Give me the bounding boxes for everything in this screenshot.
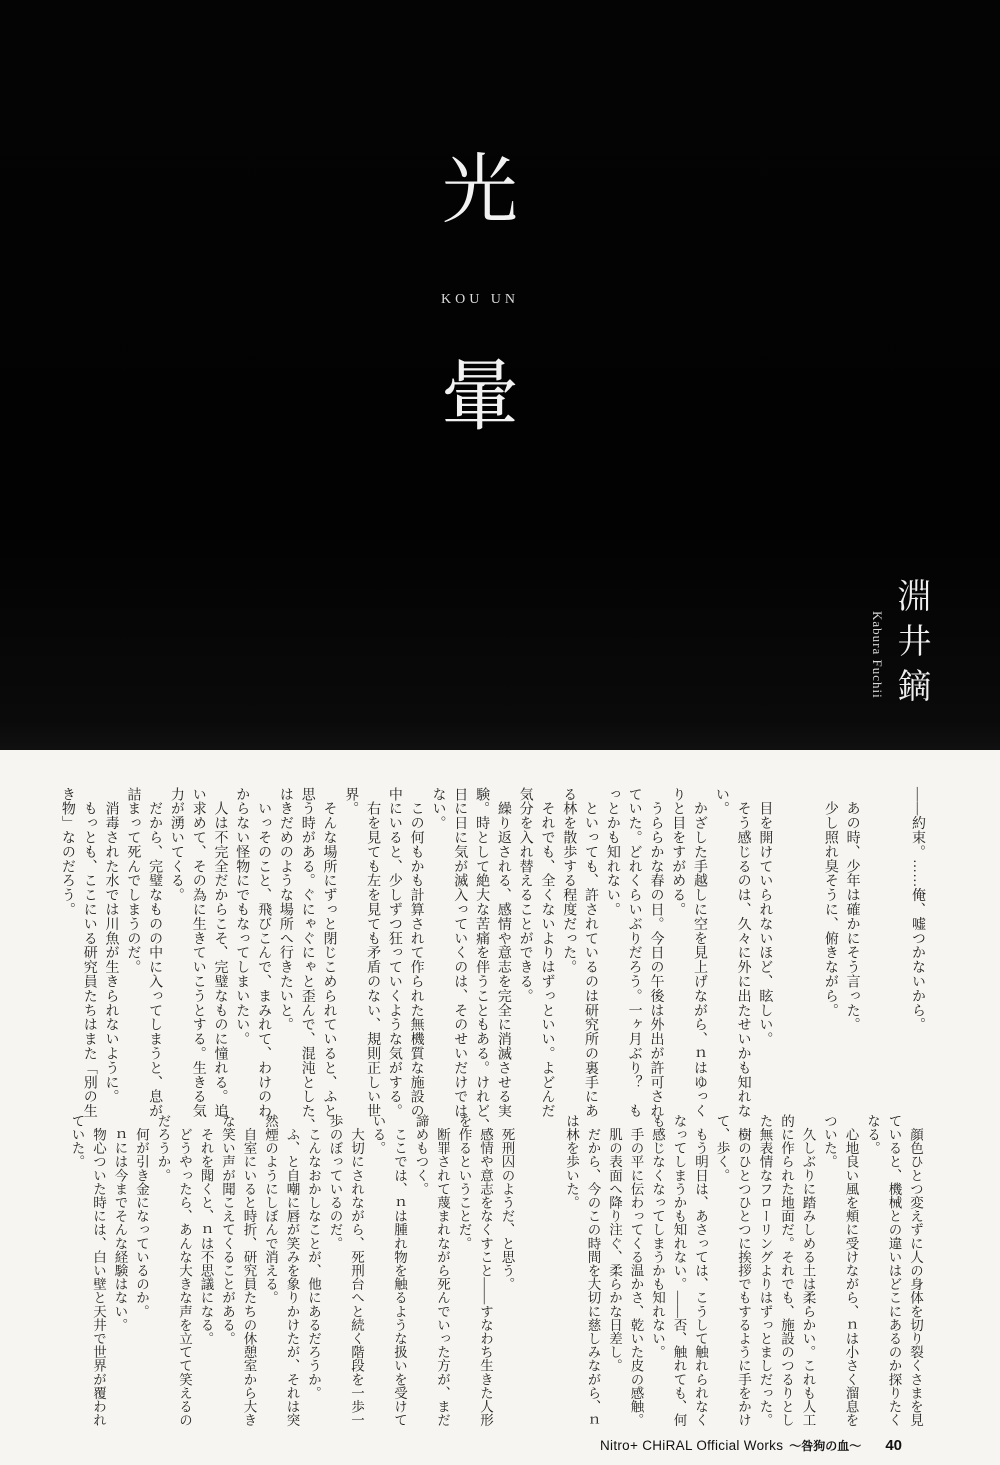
text-line: もう明日は、あさっては、こうして触れられなく: [693, 1114, 708, 1427]
text-line: そう感じるのは、久々に外に出たせいかも知れな: [735, 787, 751, 1119]
text-line: といっても、許されているのは研究所の裏手にあ: [583, 787, 599, 1119]
text-line: 然煙のようにしぼんで消える。: [263, 1114, 278, 1305]
text-line: なる。: [865, 1114, 880, 1155]
story-text-lower: [66, 1114, 926, 1427]
footer-work-title: ～咎狗の血～: [789, 1439, 862, 1453]
text-line: 少し照れ臭そうに、俯きながら。: [822, 787, 838, 1018]
text-line: 力が湧いてくる。: [168, 787, 184, 903]
text-line: 右を見ても左を見ても矛盾のない、規則正しい世: [365, 787, 381, 1119]
text-line: それでも、全くないよりはずっといい。よどんだ: [539, 787, 555, 1119]
text-line: それを聞くと、ｎは不思議になる。: [198, 1114, 214, 1346]
text-line: 気分を入れ替えることができる。: [517, 787, 533, 1003]
story-title-kanji-first: 光: [442, 149, 518, 233]
text-line: ——約束。……俺、嘘つかないから。: [910, 787, 925, 1032]
text-line: 験。時として絶大な苦痛を伴うこともある。けれど、: [474, 787, 490, 1133]
text-line: 的に作られた地面だ。それでも、施設のつるりとし: [779, 1114, 794, 1427]
text-line: 物心ついた時には、白い壁と天井で世界が覆われ: [91, 1114, 106, 1427]
text-line: 歩のぼっているのだ。: [327, 1114, 343, 1250]
text-line: 繰り返される、感情や意志を完全に消滅させる実: [495, 787, 511, 1119]
text-line: 界。: [343, 787, 359, 816]
text-line: 久しぶりに踏みしめる土は柔らかい。これも人工: [800, 1114, 816, 1427]
text-line: いっそのこと、飛びこんで、まみれて、わけのわ: [256, 787, 272, 1119]
text-line: 大切にされながら、死刑台へと続く階段を一歩一: [349, 1114, 364, 1427]
text-line: 肌の表面へ降り注ぐ、柔らかな日差し。: [607, 1114, 622, 1373]
author-name-romaji: Kabura Fuchii: [870, 611, 885, 699]
text-line: 顔色ひとつ変えずに人の身体を切り裂くさまを見: [908, 1114, 923, 1427]
text-line: ていた。: [69, 1114, 85, 1169]
text-line: からない怪物にでもなってしまいたい。: [234, 787, 250, 1047]
text-line: ていると、機械との違いはどこにあるのか探りたく: [886, 1114, 902, 1427]
text-line: も感じなくなってしまうかも知れない。: [650, 1114, 665, 1359]
story-title-romaji: KOU UN: [440, 292, 520, 307]
text-line: 中にいると、少しずつ狂っていくような気がする。: [386, 787, 402, 1119]
text-line: うららかな春の日。今日の午後は外出が許可され: [648, 787, 664, 1119]
text-line: 目を開けていられないほど、眩しい。: [757, 787, 773, 1047]
text-line: は林を歩いた。: [564, 1114, 579, 1210]
text-line: 死刑囚のようだ、と思う。: [499, 1114, 515, 1291]
text-line: [863, 787, 885, 1099]
text-line: 感情や意志をなくすこと——すなわち生きた人形: [478, 1114, 493, 1427]
text-line: る林を散歩する程度だった。: [561, 787, 577, 975]
text-line: て、歩く。: [714, 1114, 730, 1182]
text-line: はきだめのような場所へ行きたいと。: [277, 787, 293, 1032]
text-line: を作るということだ。: [456, 1114, 472, 1250]
text-line: 諦めもつく。: [413, 1114, 429, 1196]
text-line: いる。: [370, 1114, 386, 1155]
text-line: なってしまうかも知れない。——否、触れても、何: [671, 1114, 687, 1427]
text-line: 思う時がある。ぐにゃぐにゃと歪んで、混沌とした、: [299, 787, 315, 1133]
text-line: 何が引き金になっているのか。: [134, 1114, 149, 1318]
text-line: 手の平に伝わってくる温かさ、乾いた皮の感触。: [628, 1114, 644, 1427]
text-line: 断罪されて蔑まれながら死んでいった方が、まだ: [435, 1114, 450, 1427]
text-line: 詰まって死んでしまうのだ。: [125, 787, 141, 975]
text-line: [797, 787, 819, 1099]
text-line: 日に日に気が滅入っていくのは、そのせいだけでは: [452, 787, 468, 1119]
text-line: かざした手越しに空を見上げながら、ｎはゆっく: [692, 787, 708, 1119]
footer-series-title: Nitro+ CHiRAL Official Works: [599, 1438, 784, 1453]
text-line: 樹のひとつひとつに挨拶でもするように手をかけ: [736, 1114, 751, 1427]
text-line: [775, 787, 797, 1099]
text-line: ない。: [430, 787, 446, 831]
text-line: っとかも知れない。: [604, 787, 620, 917]
text-line: [884, 787, 906, 1099]
text-line: ふ、と自嘲に唇が笑みを象りかけたが、それは突: [284, 1114, 300, 1427]
text-line: どうやったら、あんな大きな声を立てて笑えるの: [177, 1114, 192, 1427]
text-line: この何もかも計算されて作られた無機質な施設の: [408, 787, 424, 1119]
text-line: ｎには今までそんな経験はない。: [112, 1114, 128, 1332]
text-line: 心地良い風を頬に受けながら、ｎは小さく溜息を: [843, 1114, 859, 1427]
text-line: 消毒された水では川魚が生きられないように。: [103, 787, 119, 1104]
text-line: ついた。: [822, 1114, 837, 1169]
text-line: 人は不完全だからこそ、完璧なものに憧れる。追: [212, 787, 228, 1119]
text-line: ここでは、ｎは腫れ物を触るような扱いを受けて: [392, 1114, 407, 1427]
author-name: 淵井鏑: [892, 578, 929, 713]
text-line: な笑い声が聞こえてくることがある。: [220, 1114, 235, 1346]
text-line: [518, 1114, 540, 1406]
text-line: い。: [713, 787, 729, 816]
text-line: [539, 1114, 561, 1406]
page-number: 40: [885, 1437, 902, 1454]
text-line: き物」なのだろう。: [59, 787, 75, 917]
text-line: 自室にいると時折、研究員たちの休憩室から大き: [241, 1114, 257, 1427]
text-line: た無表情なフローリングよりはずっとましだった。: [757, 1114, 773, 1427]
text-line: りと目をすがめる。: [670, 787, 686, 917]
text-line: もっとも、ここにいる研究員たちはまた「別の生: [81, 787, 97, 1119]
text-line: そんな場所にずっと閉じこめられていると、ふと: [321, 787, 337, 1119]
text-line: だから、今のこの時間を大切に慈しみながら、ｎ: [585, 1114, 601, 1427]
text-line: い求めて、その為に生きていこうとする。生きる気: [190, 787, 206, 1119]
footer: [600, 1437, 902, 1454]
text-line: あの時、少年は確かにそう言った。: [844, 787, 860, 1032]
text-line: だから、完璧なものの中に入ってしまうと、息が: [147, 787, 163, 1119]
text-line: だろうか。: [155, 1114, 171, 1182]
text-line: ていた。どれくらいぶりだろう。一ヶ月ぶり？ も: [626, 787, 642, 1119]
story-title-kanji-second: 暈: [440, 353, 519, 440]
story-text-upper: [56, 787, 928, 1133]
text-line: こんなおかしなことが、他にあるだろうか。: [306, 1114, 321, 1400]
